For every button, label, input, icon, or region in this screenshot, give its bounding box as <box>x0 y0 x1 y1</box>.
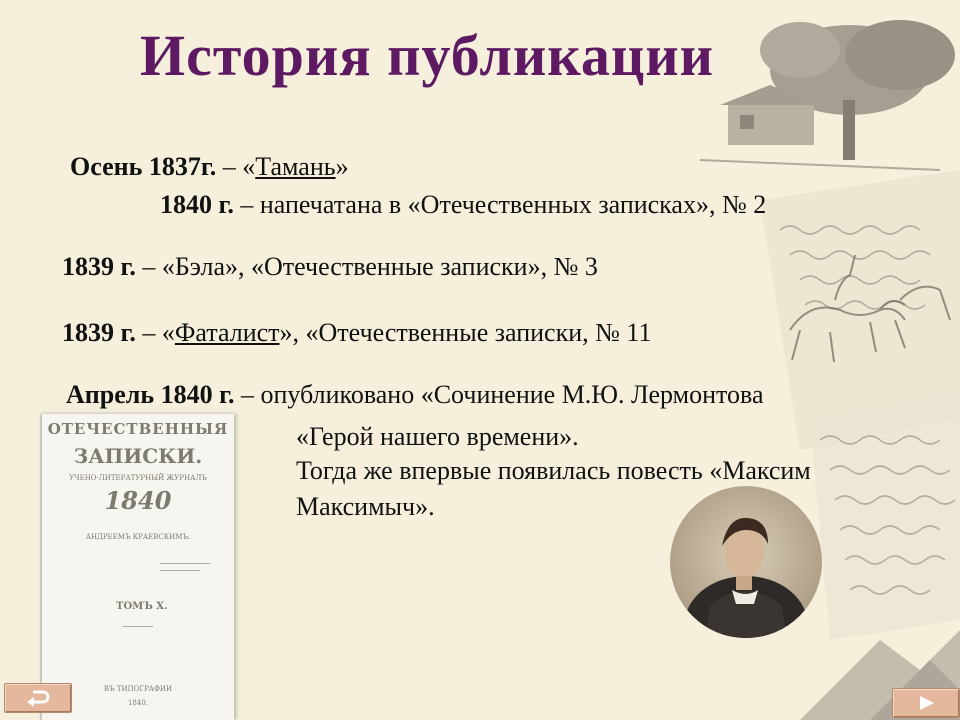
text-line-maksim: Тогда же впервые появилась повесть «Максим <box>296 456 811 485</box>
journal-year: 1840 <box>104 486 172 515</box>
fatalist-link[interactable]: Фаталист <box>174 318 280 347</box>
return-arrow-icon <box>25 688 51 708</box>
journal-subtitle: УЧЕНО-ЛИТЕРАТУРНЫЙ ЖУРНАЛЪ <box>69 474 207 482</box>
back-button[interactable] <box>4 683 72 713</box>
text-line-1840-printed: 1840 г. – напечатана в «Отечественных записках», № 2 <box>160 190 767 219</box>
play-right-icon <box>916 694 936 712</box>
journal-press: ВЪ ТИПОГРАФИИ <box>103 685 173 693</box>
journal-title-line1: ОТЕЧЕСТВЕННЫЯ <box>47 420 229 438</box>
taman-link[interactable]: Тамань <box>255 152 336 181</box>
journal-city: 1840. <box>127 699 149 707</box>
text-line-bela: 1839 г. – «Бэла», «Отечественные записки», № 3 <box>62 252 598 281</box>
journal-cover-image <box>40 414 234 720</box>
text-line-hero: «Герой нашего времени». <box>296 422 579 451</box>
slide-title: История публикации <box>140 23 715 88</box>
text-line-taman: Осень 1837г. – «Тамань» <box>70 152 349 181</box>
journal-title-line2: ЗАПИСКИ. <box>73 444 203 468</box>
journal-editor: АНДРЕЕМЪ КРАЕВСКИМЪ. <box>85 533 191 541</box>
journal-volume: ТОМЪ X. <box>116 601 168 612</box>
lermontov-portrait <box>670 486 822 638</box>
text-line-maksimych: Максимыч». <box>296 492 435 521</box>
text-line-april-1840: Апрель 1840 г. – опубликовано «Сочинение М.Ю. Лермонтова <box>66 380 764 409</box>
next-button[interactable] <box>892 688 960 718</box>
text-line-fatalist: 1839 г. – «Фаталист», «Отечественные записки, № 11 <box>62 318 652 347</box>
